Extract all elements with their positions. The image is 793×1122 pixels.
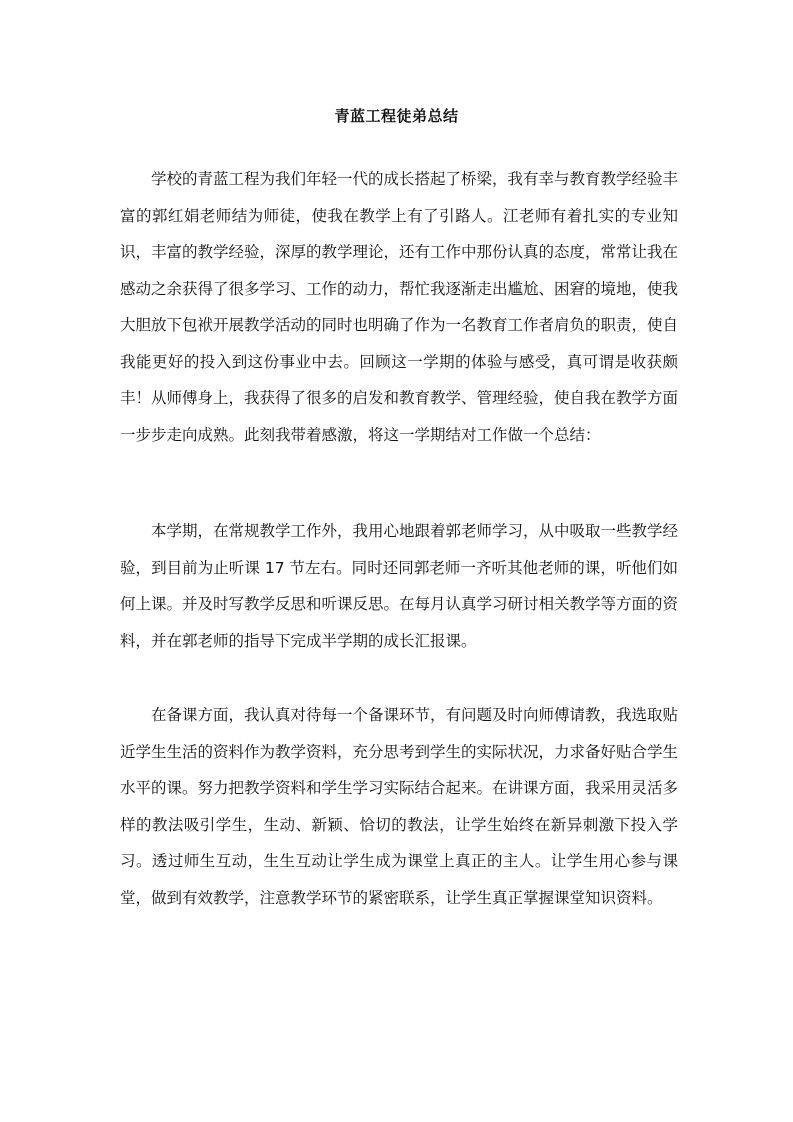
- body-paragraph-3: 在备课方面，我认真对待每一个备课环节，有问题及时向师傅请教，我选取贴近学生生活的资料作为教学资料，充分思考到学生的实际状况，力求备好贴合学生水平的课。努力把教学资料和学生学习实际结合起来。在讲课方面，我采用灵活多样的教法吸引学生，生动、新颖、恰切的教法，让学生始终在新异刺激下投入学习。透过师生互动，生生互动让学生成为课堂上真正的主人。让学生用心参与课堂，做到有效教学，注意教学环节的紧密联系，让学生真正掌握课堂知识资料。: [120, 706, 679, 907]
- body-paragraph-1: 学校的青蓝工程为我们年轻一代的成长搭起了桥梁，我有幸与教育教学经验丰富的郭红娟老师结为师徒，使我在教学上有了引路人。江老师有着扎实的专业知识，丰富的教学经验，深厚的教学理论，还有工作中那份认真的态度，常常让我在感动之余获得了很多学习、工作的动力，帮忙我逐渐走出尴尬、困窘的境地，使我大胆放下包袱开展教学活动的同时也明确了作为一名教育工作者肩负的职责，使自我能更好的投入到这份事业中去。回顾这一学期的体验与感受，真可谓是收获颇丰！从师傅身上，我获得了很多的启发和教育教学、管理经验，使自我在教学方面一步步走向成熟。此刻我带着感激，将这一学期结对工作做一个总结：: [120, 170, 679, 444]
- document-title: 青蓝工程徒弟总结: [334, 107, 459, 125]
- body-paragraph-2: 本学期，在常规教学工作外，我用心地跟着郭老师学习，从中吸取一些教学经验，到目前为止听课 17 节左右。同时还同郭老师一齐听其他老师的课，听他们如何上课。并及时写教学反思和听课反思。在每月认真学习研讨相关教学等方面的资料，并在郭老师的指导下完成半学期的成长汇报课。: [120, 522, 679, 650]
